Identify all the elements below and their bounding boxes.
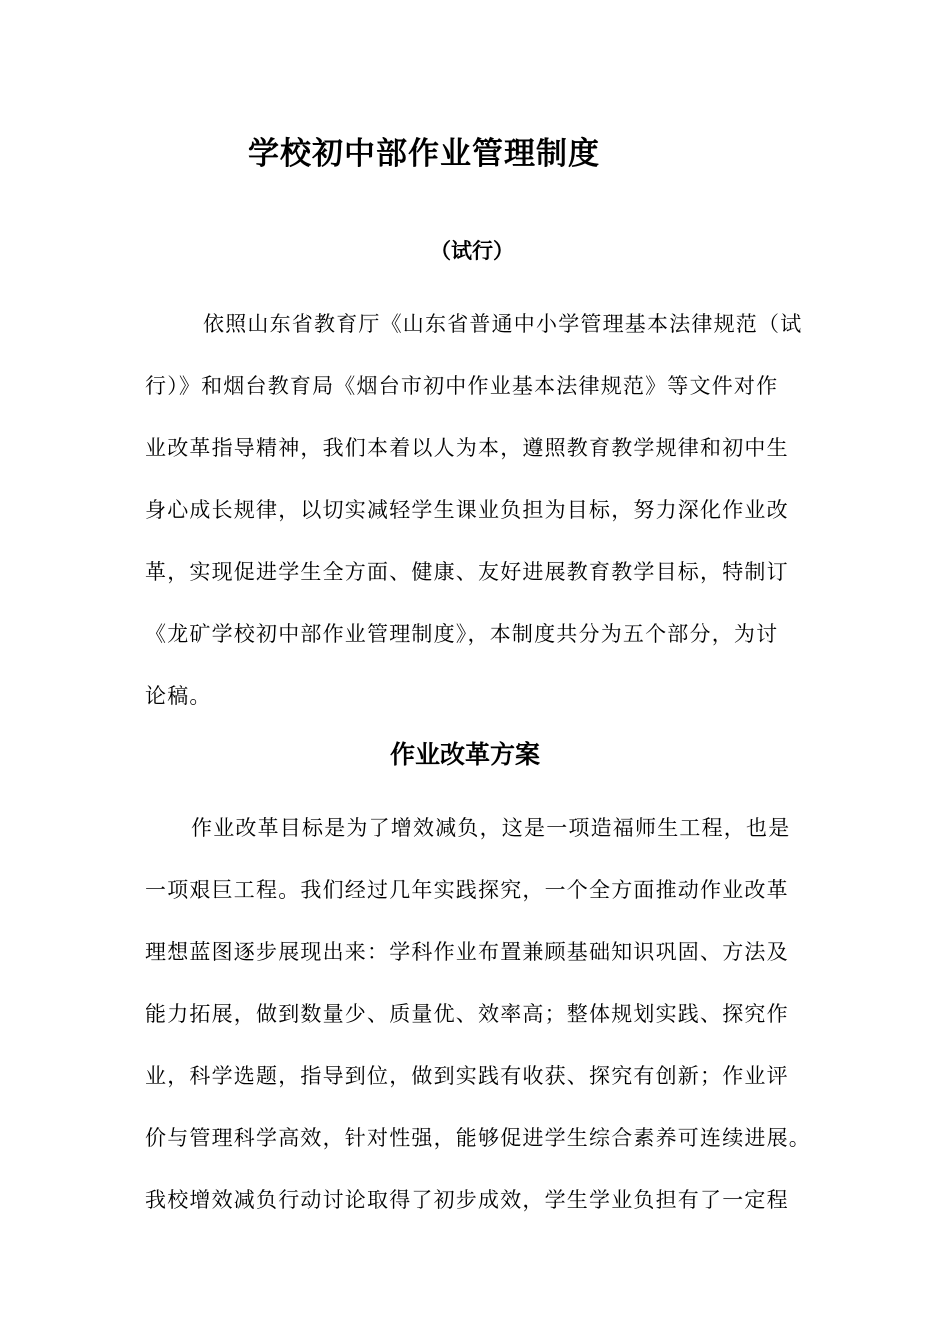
paragraph-line: 论稿。	[145, 684, 212, 708]
paragraph-line: 业改革指导精神，我们本着以人为本，遵照教育教学规律和初中生	[145, 436, 789, 460]
paragraph-line: 行）》和烟台教育局《烟台市初中作业基本法律规范》等文件对作	[145, 374, 779, 398]
paragraph-line: 《龙矿学校初中部作业管理制度》，本制度共分为五个部分，为讨	[145, 622, 779, 646]
paragraph-line: 革，实现促进学生全方面、健康、友好进展教育教学目标，特制订	[145, 560, 789, 584]
paragraph-line: 业，科学选题，指导到位，做到实践有收获、探究有创新；作业评	[145, 1064, 789, 1088]
paragraph-line: 我校增效减负行动讨论取得了初步成效，学生学业负担有了一定程	[145, 1188, 789, 1212]
section-heading: 作业改革方案	[390, 740, 541, 769]
intro-paragraph	[145, 308, 825, 742]
section-paragraph	[145, 812, 825, 1246]
document-subtitle: （试行）	[430, 239, 514, 263]
paragraph-line: 理想蓝图逐步展现出来：学科作业布置兼顾基础知识巩固、方法及	[145, 940, 789, 964]
paragraph-line: 作业改革目标是为了增效减负，这是一项造福师生工程，也是	[191, 816, 791, 840]
paragraph-line: 身心成长规律，以切实减轻学生课业负担为目标，努力深化作业改	[145, 498, 789, 522]
paragraph-line: 价与管理科学高效，针对性强，能够促进学生综合素养可连续进展。	[145, 1126, 811, 1150]
paragraph-line: 一项艰巨工程。我们经过几年实践探究，一个全方面推动作业改革	[145, 878, 789, 902]
paragraph-line: 依照山东省教育厅《山东省普通中小学管理基本法律规范（试	[203, 312, 803, 336]
document-title: 学校初中部作业管理制度	[248, 136, 600, 172]
paragraph-line: 能力拓展，做到数量少、质量优、效率高；整体规划实践、探究作	[145, 1002, 789, 1026]
